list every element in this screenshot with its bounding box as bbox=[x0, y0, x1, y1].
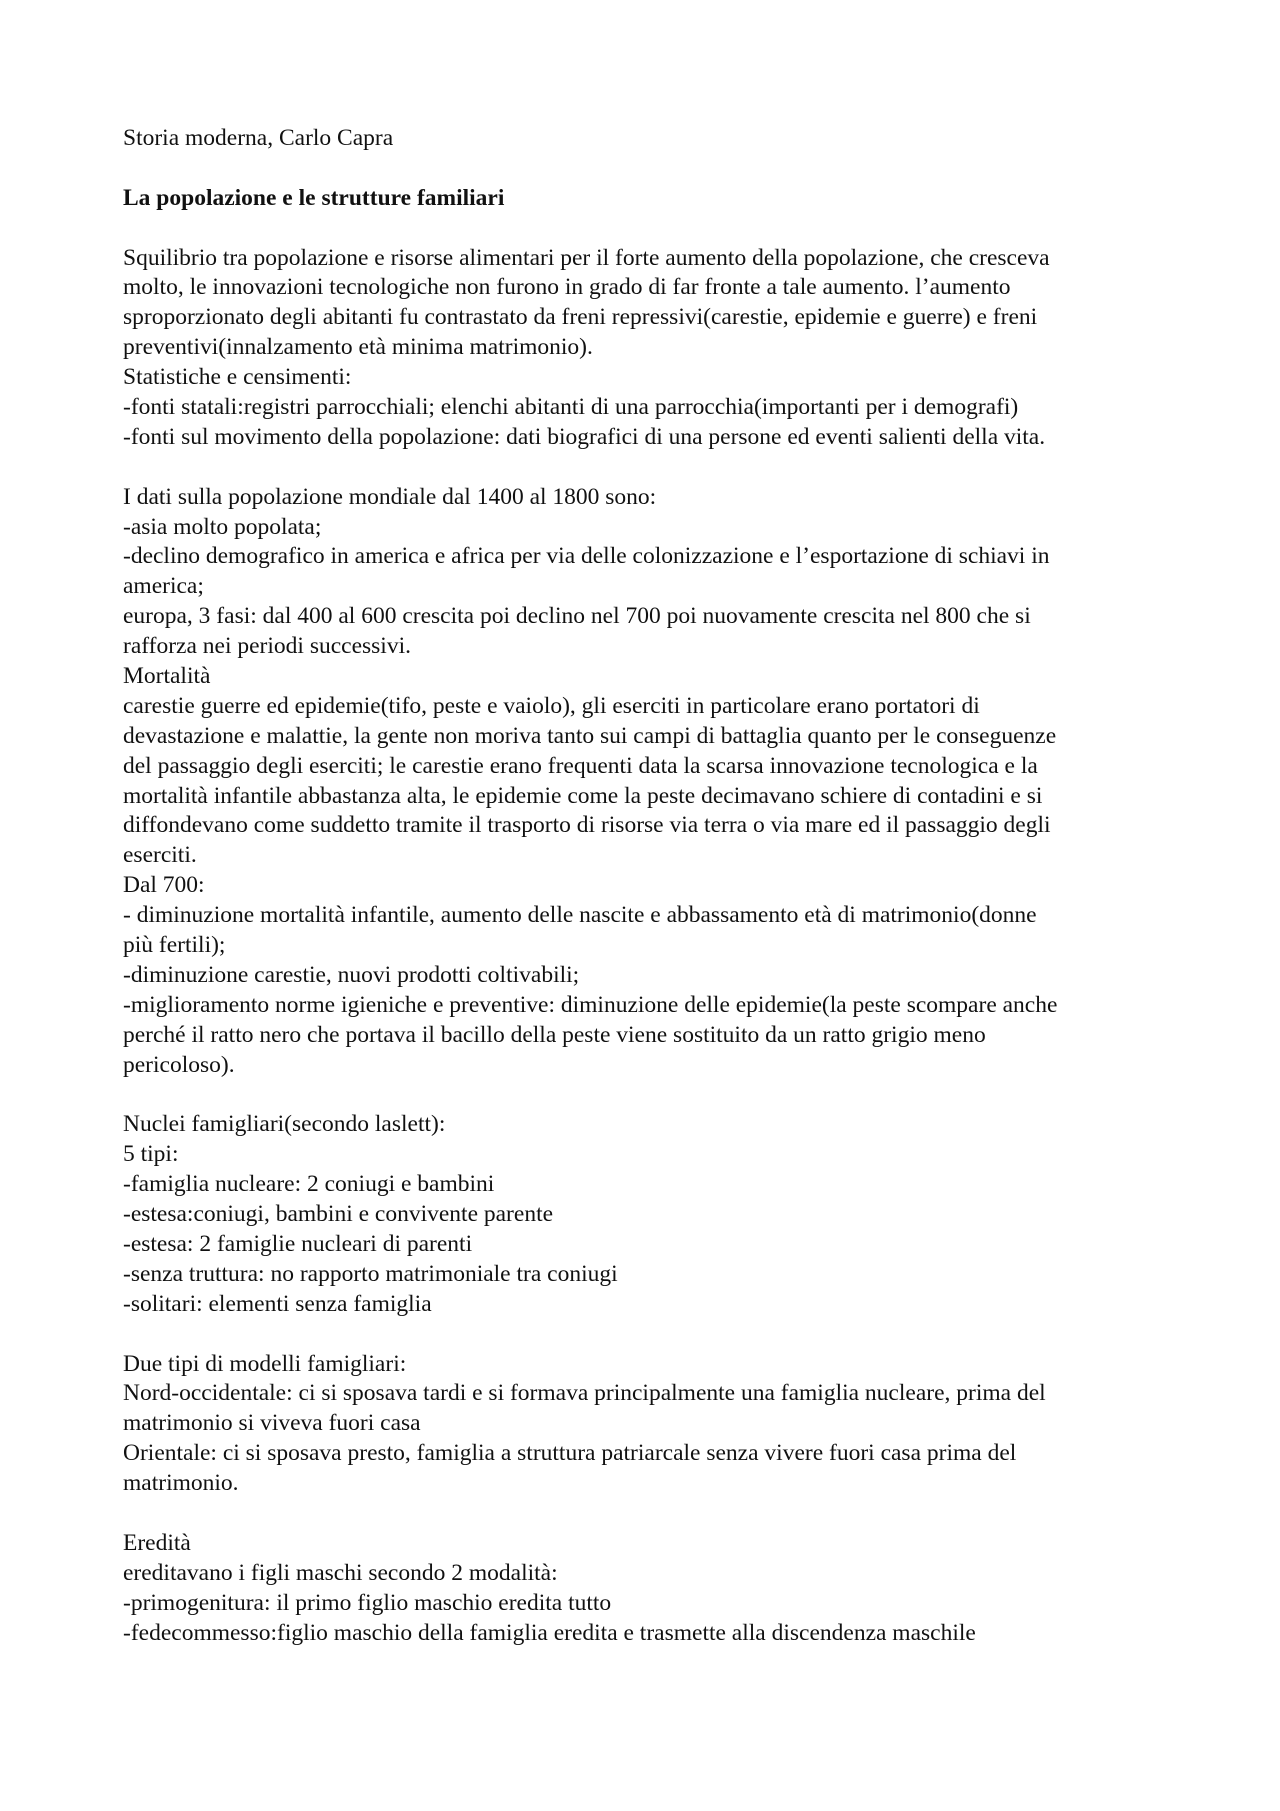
text-line: -fedecommesso:figlio maschio della famiglia eredita e trasmette alla discendenza maschile bbox=[123, 1619, 976, 1646]
text-line: -fonti sul movimento della popolazione: dati biografici di una persone ed eventi salienti della vita. bbox=[123, 423, 1046, 450]
spacer bbox=[123, 1320, 1173, 1350]
text-line: -estesa: 2 famiglie nucleari di parenti bbox=[123, 1230, 473, 1257]
text-line: I dati sulla popolazione mondiale dal 1400 al 1800 sono: bbox=[123, 483, 657, 510]
text-line: matrimonio si viveva fuori casa bbox=[123, 1410, 421, 1437]
text-line: Nuclei famigliari(secondo laslett): bbox=[123, 1111, 446, 1138]
text-line: devastazione e malattie, la gente non moriva tanto sui campi di battaglia quanto per le conseguenze bbox=[123, 722, 1057, 749]
text-line: america; bbox=[123, 573, 204, 600]
text-line: carestie guerre ed epidemie(tifo, peste e vaiolo), gli eserciti in particolare erano portatori di bbox=[123, 692, 980, 719]
text-line: - diminuzione mortalità infantile, aumento delle nascite e abbassamento età di matrimonio(donne bbox=[123, 902, 1037, 929]
text-line: -estesa:coniugi, bambini e convivente parente bbox=[123, 1201, 554, 1228]
text-line: molto, le innovazioni tecnologiche non furono in grado di far fronte a tale aumento. l’aumento bbox=[123, 274, 1011, 301]
inheritance-section bbox=[123, 1529, 1173, 1649]
text-line: -asia molto popolata; bbox=[123, 513, 322, 540]
spacer bbox=[123, 214, 1173, 244]
text-line: -senza truttura: no rapporto matrimoniale tra coniugi bbox=[123, 1260, 618, 1287]
text-line: Orientale: ci si sposava presto, famiglia a struttura patriarcale senza vivere fuori casa prima del bbox=[123, 1440, 1017, 1467]
text-line: ereditavano i figli maschi secondo 2 modalità: bbox=[123, 1559, 558, 1586]
text-line: pericoloso). bbox=[123, 1051, 235, 1078]
spacer bbox=[123, 453, 1173, 483]
document-header: Storia moderna, Carlo Capra bbox=[123, 125, 394, 151]
text-line: Statistiche e censimenti: bbox=[123, 364, 352, 391]
text-line: -fonti statali:registri parrocchiali; elenchi abitanti di una parrocchia(importanti per i demografi) bbox=[123, 394, 1019, 421]
spacer bbox=[123, 1499, 1173, 1529]
family-nuclei-section bbox=[123, 1110, 1173, 1319]
text-line: del passaggio degli eserciti; le carestie erano frequenti data la scarsa innovazione tecnologica e la bbox=[123, 752, 1038, 779]
text-line: europa, 3 fasi: dal 400 al 600 crescita poi declino nel 700 poi nuovamente crescita nel 800 che si bbox=[123, 603, 1031, 630]
text-line: sproporzionato degli abitanti fu contrastato da freni repressivi(carestie, epidemie e guerre) e freni bbox=[123, 304, 1038, 331]
text-line: Dal 700: bbox=[123, 872, 205, 899]
text-line: -diminuzione carestie, nuovi prodotti coltivabili; bbox=[123, 961, 580, 988]
text-line: diffondevano come suddetto tramite il trasporto di risorse via terra o via mare ed il passaggio degli bbox=[123, 812, 1051, 839]
text-line: Due tipi di modelli famigliari: bbox=[123, 1350, 407, 1377]
section-title: La popolazione e le strutture familiari bbox=[123, 184, 505, 211]
text-line: mortalità infantile abbastanza alta, le epidemie come la peste decimavano schiere di contadini e si bbox=[123, 782, 1043, 809]
intro-paragraph bbox=[123, 244, 1173, 453]
text-line: Mortalità bbox=[123, 663, 211, 690]
text-line: -primogenitura: il primo figlio maschio eredita tutto bbox=[123, 1589, 612, 1616]
text-line: -solitari: elementi senza famiglia bbox=[123, 1290, 432, 1317]
text-line: rafforza nei periodi successivi. bbox=[123, 633, 411, 660]
text-line: perché il ratto nero che portava il bacillo della peste viene sostituito da un ratto grigio meno bbox=[123, 1021, 986, 1048]
text-line: Eredità bbox=[123, 1529, 191, 1556]
world-data-section bbox=[123, 483, 1173, 1081]
text-line: 5 tipi: bbox=[123, 1141, 179, 1168]
text-line: eserciti. bbox=[123, 842, 197, 869]
text-line: Nord-occidentale: ci si sposava tardi e si formava principalmente una famiglia nucleare, prima del bbox=[123, 1380, 1046, 1407]
text-line: preventivi(innalzamento età minima matrimonio). bbox=[123, 334, 593, 361]
spacer bbox=[123, 154, 1173, 184]
text-line: Squilibrio tra popolazione e risorse alimentari per il forte aumento della popolazione, che cresceva bbox=[123, 244, 1050, 271]
text-line: -miglioramento norme igieniche e preventive: diminuzione delle epidemie(la peste scompare anche bbox=[123, 991, 1058, 1018]
text-line: -famiglia nucleare: 2 coniugi e bambini bbox=[123, 1171, 495, 1198]
text-line: -declino demografico in america e africa per via delle colonizzazione e l’esportazione di schiavi in bbox=[123, 543, 1050, 570]
family-models-section bbox=[123, 1350, 1173, 1499]
text-line: più fertili); bbox=[123, 932, 226, 959]
document-page bbox=[123, 124, 1173, 1648]
text-line: matrimonio. bbox=[123, 1470, 239, 1497]
spacer bbox=[123, 1081, 1173, 1111]
